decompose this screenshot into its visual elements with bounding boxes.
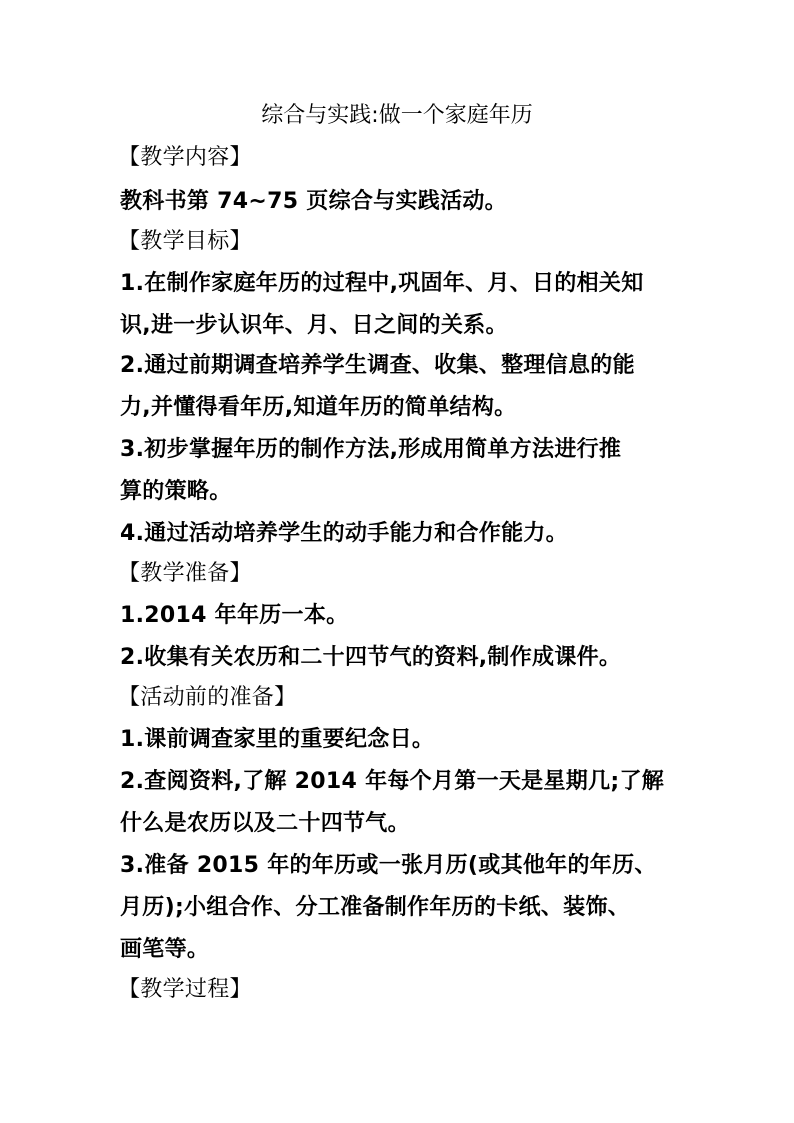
section-heading-goals: 【教学目标】 <box>118 229 252 254</box>
paragraph-line: 2.收集有关农历和二十四节气的资料,制作成课件。 <box>120 645 622 670</box>
section-heading-pre-activity: 【活动前的准备】 <box>118 685 297 710</box>
paragraph-line: 力,并懂得看年历,知道年历的简单结构。 <box>120 395 517 420</box>
paragraph-line: 识,进一步认识年、月、日之间的关系。 <box>120 313 508 338</box>
paragraph-line: 月历);小组合作、分工准备制作年历的卡纸、装饰、 <box>120 895 631 920</box>
paragraph-line: 4.通过活动培养学生的动手能力和合作能力。 <box>120 521 568 546</box>
section-heading-process: 【教学过程】 <box>118 977 252 1002</box>
document-title: 综合与实践:做一个家庭年历 <box>261 103 533 128</box>
paragraph-line: 1.2014 年年历一本。 <box>120 603 349 628</box>
section-heading-content: 【教学内容】 <box>118 145 252 170</box>
paragraph-line: 画笔等。 <box>120 937 210 962</box>
paragraph-line: 1.课前调查家里的重要纪念日。 <box>120 727 435 752</box>
paragraph-line: 3.初步掌握年历的制作方法,形成用简单方法进行推 <box>120 437 622 462</box>
paragraph-line: 3.准备 2015 年的年历或一张月历(或其他年的年历、 <box>120 853 657 878</box>
paragraph-line: 2.通过前期调查培养学生调查、收集、整理信息的能 <box>120 353 635 378</box>
paragraph-line: 教科书第 74~75 页综合与实践活动。 <box>120 189 507 214</box>
section-heading-preparation: 【教学准备】 <box>118 561 252 586</box>
paragraph-line: 什么是农历以及二十四节气。 <box>120 811 410 836</box>
paragraph-line: 1.在制作家庭年历的过程中,巩固年、月、日的相关知 <box>120 271 644 296</box>
paragraph-line: 2.查阅资料,了解 2014 年每个月第一天是星期几;了解 <box>120 769 665 794</box>
paragraph-line: 算的策略。 <box>120 479 232 504</box>
